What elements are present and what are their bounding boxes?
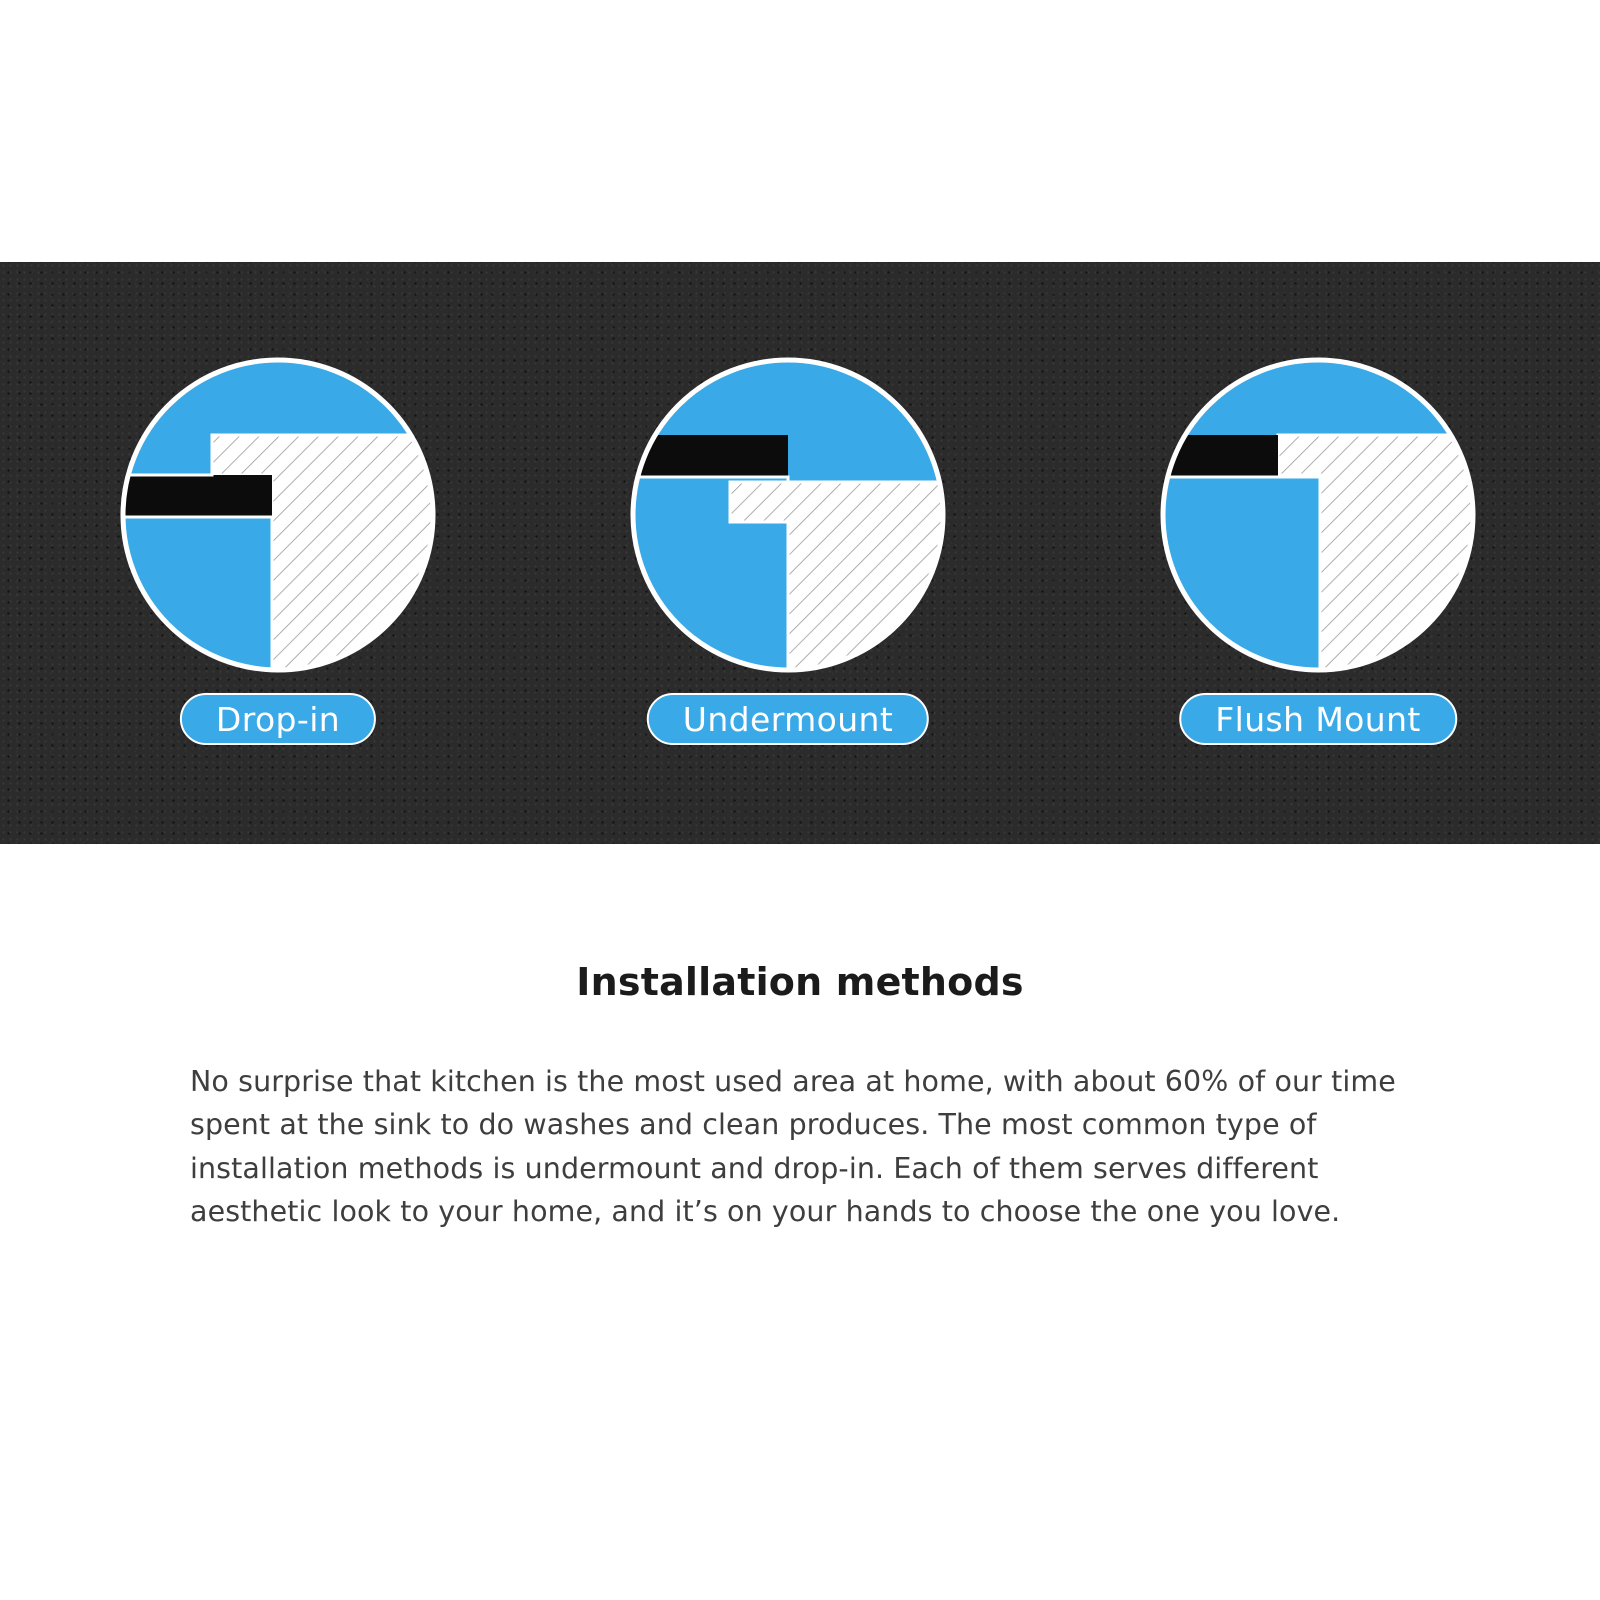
page-title: Installation methods	[576, 960, 1024, 1004]
installation-card-label[interactable]: Flush Mount	[1179, 693, 1457, 745]
installation-cards	[0, 262, 1600, 844]
installation-card-undermount[interactable]	[618, 357, 958, 757]
drop-in-sink-cross-section-icon	[120, 357, 436, 673]
flush-mount-sink-cross-section-icon	[1160, 357, 1476, 673]
hero-band	[0, 262, 1600, 844]
installation-card-label[interactable]: Drop-in	[180, 693, 376, 745]
content-section	[0, 960, 1600, 1233]
installation-card-flush-mount[interactable]	[1148, 357, 1488, 757]
installation-card-drop-in[interactable]	[108, 357, 448, 757]
undermount-sink-cross-section-icon	[630, 357, 946, 673]
description-paragraph: No surprise that kitchen is the most used area at home, with about 60% of our time spent at the sink to do washes and clean produces. The most common type of installation methods is undermount and drop-in. Each of them serves different aesthetic look to your home, and it’s on your hands to choose the one you love.	[190, 1065, 1396, 1228]
installation-card-label[interactable]: Undermount	[647, 693, 929, 745]
